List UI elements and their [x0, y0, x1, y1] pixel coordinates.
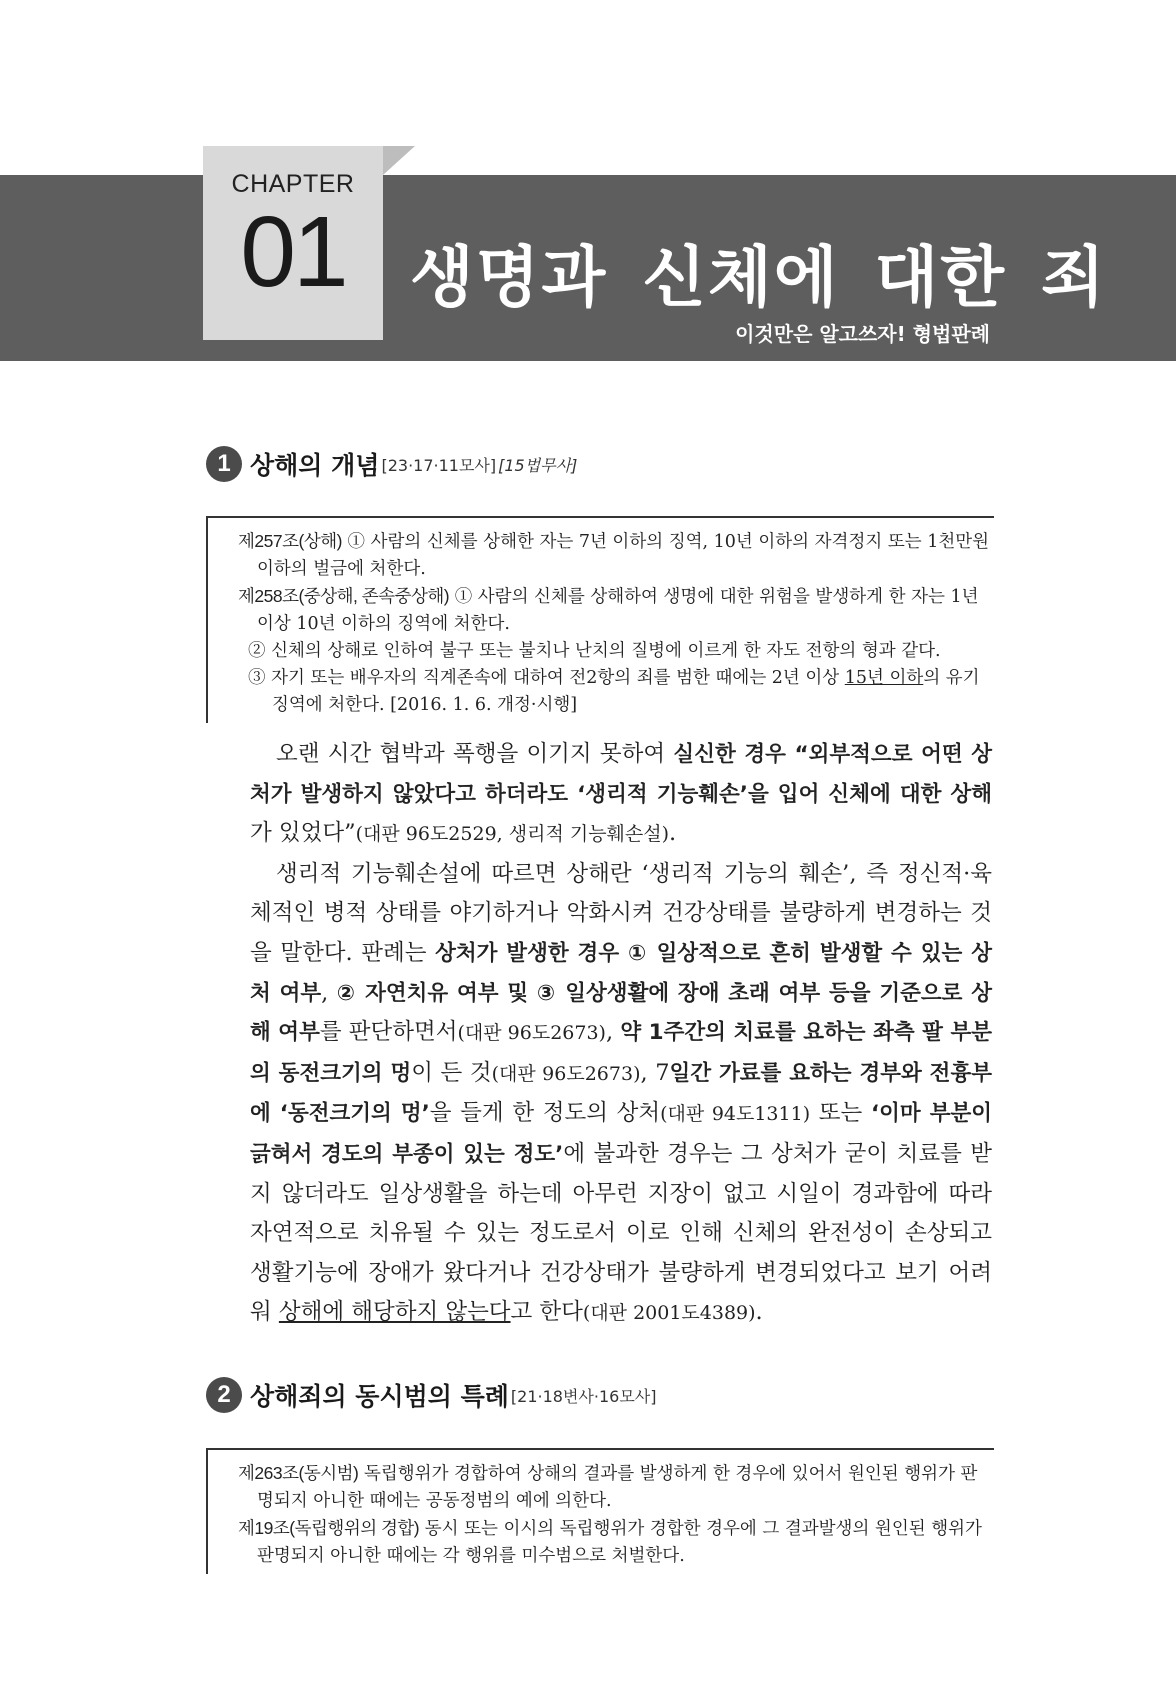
article-name: 제258조(중상해, 존속중상해) — [238, 586, 450, 606]
article-name: 제257조(상해) — [238, 531, 342, 551]
section-exam-tag: [21·18변사·16모사] — [510, 1386, 657, 1406]
article-name: 제263조(동시범) — [238, 1463, 359, 1483]
text-run: 생리적 기능훼손설에 따르면 상해란 ‘생리적 기능의 훼손’, 즉 정신적·육체적인 병적 상태를 야기하거나 악화시켜 건강상태를 불량하게 변경하는 것을 말한다. 판례는 — [250, 860, 992, 966]
chapter-number: 01 — [240, 196, 346, 308]
section-number-badge: 1 — [206, 446, 242, 482]
chapter-title: 생명과 신체에 대한 죄 — [410, 239, 1107, 316]
text-run: 오랜 시간 협박과 폭행을 이기지 못하여 — [276, 741, 674, 767]
text-run: . — [669, 820, 677, 847]
bold-text: 약 1주간의 치료를 요하는 좌측 팔 부분의 동전크기의 멍 — [250, 1020, 992, 1086]
case-citation: (대판 96도2673) — [491, 1062, 641, 1085]
section-title: 상해의 개념 — [250, 451, 380, 480]
case-citation: (대판 2001도4389) — [582, 1302, 756, 1325]
text-run: 을 들게 한 정도의 상처 — [429, 1100, 661, 1127]
section-heading-2 — [206, 1377, 656, 1413]
chapter-number-box — [203, 146, 383, 340]
section-number-badge: 2 — [206, 1377, 242, 1413]
section-exam-tag-italic: [15법무사] — [498, 455, 578, 475]
body-text — [250, 735, 992, 1334]
text-run: 고 한다 — [510, 1299, 583, 1326]
statute-article-257 — [227, 528, 994, 583]
text-run: 가 있었다” — [250, 820, 356, 847]
text-run: , 7 — [640, 1059, 670, 1086]
statute-article-19 — [227, 1515, 994, 1570]
underlined-text: 15년 이하 — [844, 668, 924, 688]
chapter-label: CHAPTER — [231, 170, 355, 198]
section-heading-1 — [206, 446, 577, 482]
text-run: 또는 — [810, 1100, 871, 1127]
statute-clause-258-3 — [232, 665, 994, 719]
bold-text: 상처가 발생한 경우 ① 일상적으로 흔히 발생할 수 있는 상처 여부 — [250, 940, 992, 1006]
text-run: 이 든 것 — [411, 1059, 492, 1086]
text-run: , — [321, 979, 337, 1006]
statute-article-263 — [227, 1460, 994, 1515]
chapter-subtitle: 이것만은 알고쓰자! 형법판례 — [735, 322, 990, 346]
bold-text: ‘이마 부분이 긁혀서 경도의 부종이 있는 정도’ — [250, 1101, 992, 1167]
text-run: 에 불과한 경우는 그 상처가 굳이 치료를 받지 않더라도 일상생활을 하는데 아무런 지장이 없고 시일이 경과함에 따라 자연적으로 치유될 수 있는 정도로서 이로 인해 신체의 완전성이 손상되고 생활기능에 장애가 왔다거나 건강상태가 불량하게 변경되었다고 보기 어려워 — [250, 1140, 993, 1326]
bold-text: ② 자연치유 여부 및 ③ 일상생활에 장애 초래 여부 등을 기준으로 상해 여부 — [250, 980, 992, 1046]
case-citation: (대판 96도2529, 생리적 기능훼손설) — [355, 823, 670, 846]
text-run: 를 판단하면서 — [319, 1019, 458, 1046]
statute-box-2 — [206, 1448, 994, 1574]
paragraph-2 — [250, 855, 992, 1334]
case-citation: (대판 96도2673) — [457, 1022, 606, 1045]
bold-text: 일간 가료를 요하는 경부와 전흉부에 ‘동전크기의 멍’ — [250, 1060, 992, 1127]
underlined-text: 상해에 해당하지 않는다 — [278, 1299, 511, 1326]
text-run: , — [605, 1019, 621, 1046]
section-exam-tag: [23·17·11모사] — [381, 455, 497, 475]
paragraph-1 — [250, 735, 992, 855]
article-text: ① 사람의 신체를 상해한 자는 7년 이하의 징역, 10년 이하의 자격정지 또는 1천만원 이하의 벌금에 처한다. — [257, 532, 990, 579]
statute-article-258 — [227, 583, 994, 638]
chapter-box-fold — [383, 146, 415, 175]
text-run: . — [755, 1299, 763, 1326]
case-citation: (대판 94도1311) — [660, 1103, 811, 1126]
article-text: ① 사람의 신체를 상해하여 생명에 대한 위험을 발생하게 한 자는 1년 이상 10년 이하의 징역에 처한다. — [257, 587, 979, 634]
statute-clause-258-2: ② 신체의 상해로 인하여 불구 또는 불치나 난치의 질병에 이르게 한 자도 전항의 형과 같다. — [248, 641, 941, 661]
section-title: 상해죄의 동시범의 특례 — [250, 1382, 509, 1411]
bold-text: 실신한 경우 “외부적으로 어떤 상처가 발생하지 않았다고 하더라도 ‘생리적 기능훼손’을 입어 신체에 대한 상해 — [250, 742, 992, 807]
article-name: 제19조(독립행위의 경합) — [238, 1518, 420, 1538]
article-text: 독립행위가 경합하여 상해의 결과를 발생하게 한 경우에 있어서 원인된 행위가 판명되지 아니한 때에는 공동정범의 예에 의한다. — [257, 1464, 978, 1511]
article-text: 동시 또는 이시의 독립행위가 경합한 경우에 그 결과발생의 원인된 행위가 판명되지 아니한 때에는 각 행위를 미수범으로 처벌한다. — [257, 1519, 982, 1566]
statute-box-1 — [206, 516, 994, 723]
clause-text: 의 유기징역에 처한다. [2016. 1. 6. 개정·시행] — [272, 668, 980, 715]
clause-text: ③ 자기 또는 배우자의 직계존속에 대하여 전2항의 죄를 범한 때에는 2년 이상 — [248, 668, 845, 688]
